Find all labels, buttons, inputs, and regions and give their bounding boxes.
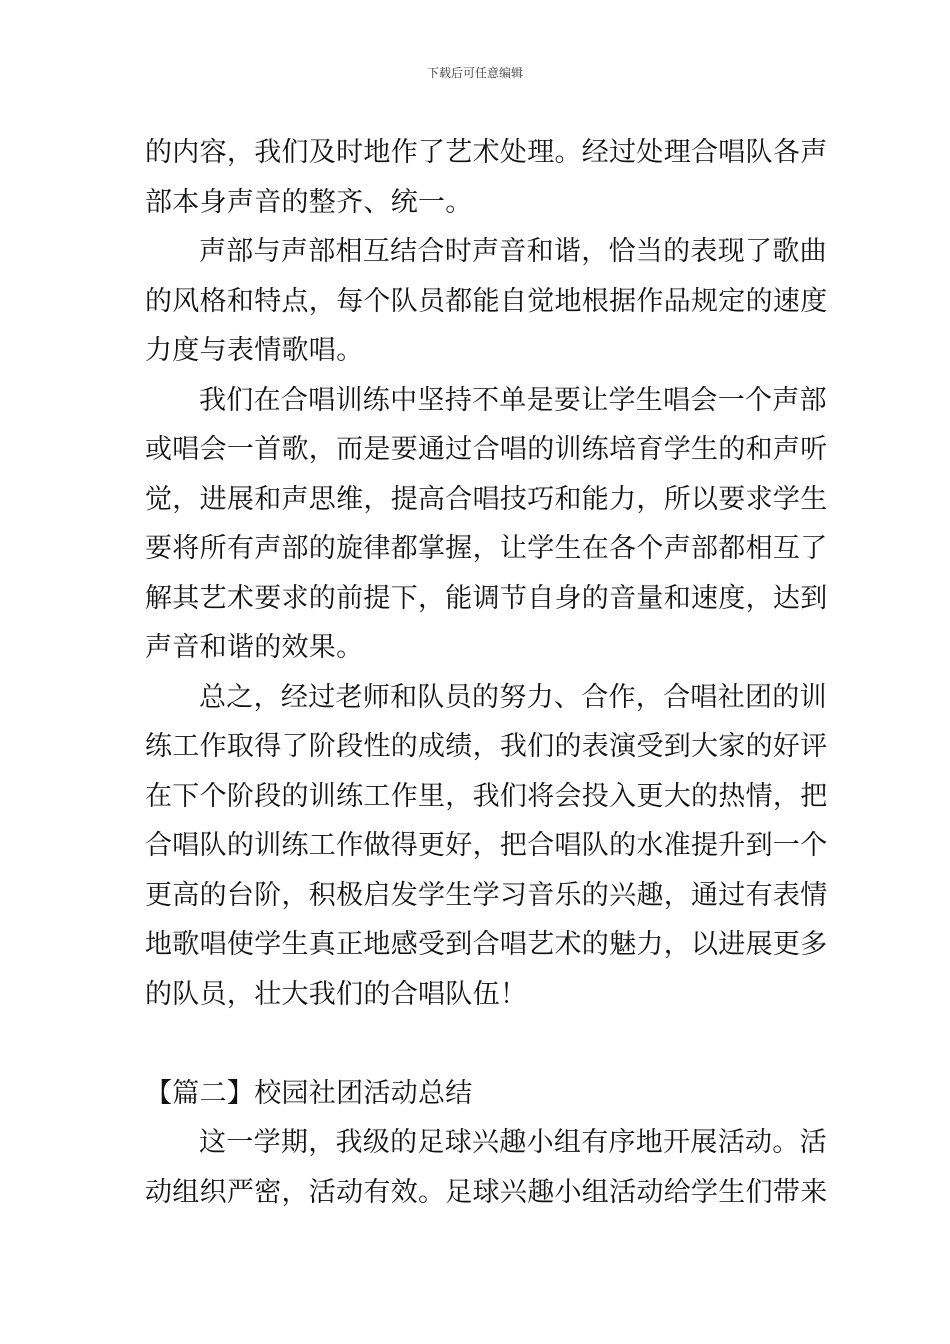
paragraph-line: 或唱会一首歌，而是要通过合唱的训练培育学生的和声听 <box>145 434 828 465</box>
paragraph-line: 的风格和特点，每个队员都能自觉地根据作品规定的速度 <box>145 285 828 317</box>
paragraph-line: 部本身声音的整齐、统一。 <box>145 186 473 218</box>
paragraph-line: 觉，进展和声思维，提高合唱技巧和能力，所以要求学生 <box>145 483 828 515</box>
paragraph-line: 练工作取得了阶段性的成绩，我们的表演受到大家的好评 <box>145 731 828 762</box>
paragraph-line: 总之，经过老师和队员的努力、合作，合唱社团的训 <box>199 681 827 713</box>
paragraph-line: 的队员，壮大我们的合唱队伍！ <box>145 978 528 1010</box>
paragraph-line: 更高的台阶，积极启发学生学习音乐的兴趣，通过有表情 <box>145 879 828 911</box>
paragraph-line: 解其艺术要求的前提下，能调节自身的音量和速度，达到 <box>145 582 828 614</box>
document-body <box>145 128 828 1217</box>
paragraph-line: 声音和谐的效果。 <box>145 632 364 663</box>
paragraph-line: 我们在合唱训练中坚持不单是要让学生唱会一个声部 <box>199 384 827 416</box>
paragraph-line: 要将所有声部的旋律都掌握，让学生在各个声部都相互了 <box>145 533 828 564</box>
paragraph-line: 力度与表情歌唱。 <box>145 335 364 366</box>
paragraph-line: 这一学期，我级的足球兴趣小组有序地开展活动。活 <box>199 1127 827 1158</box>
paragraph-line: 声部与声部相互结合时声音和谐，恰当的表现了歌曲 <box>199 236 827 267</box>
paragraph-line: 动组织严密，活动有效。足球兴趣小组活动给学生们带来 <box>145 1176 828 1208</box>
paragraph-line: 地歌唱使学生真正地感受到合唱艺术的魅力，以进展更多 <box>145 929 828 960</box>
header-note: 下载后可任意编辑 <box>426 66 523 80</box>
section-heading: 【篇二】校园社团活动总结 <box>145 1077 473 1109</box>
paragraph-line: 在下个阶段的训练工作里，我们将会投入更大的热情，把 <box>145 780 828 812</box>
paragraph-line: 合唱队的训练工作做得更好，把合唱队的水准提升到一个 <box>145 830 828 861</box>
paragraph-line: 的内容，我们及时地作了艺术处理。经过处理合唱队各声 <box>145 137 828 168</box>
